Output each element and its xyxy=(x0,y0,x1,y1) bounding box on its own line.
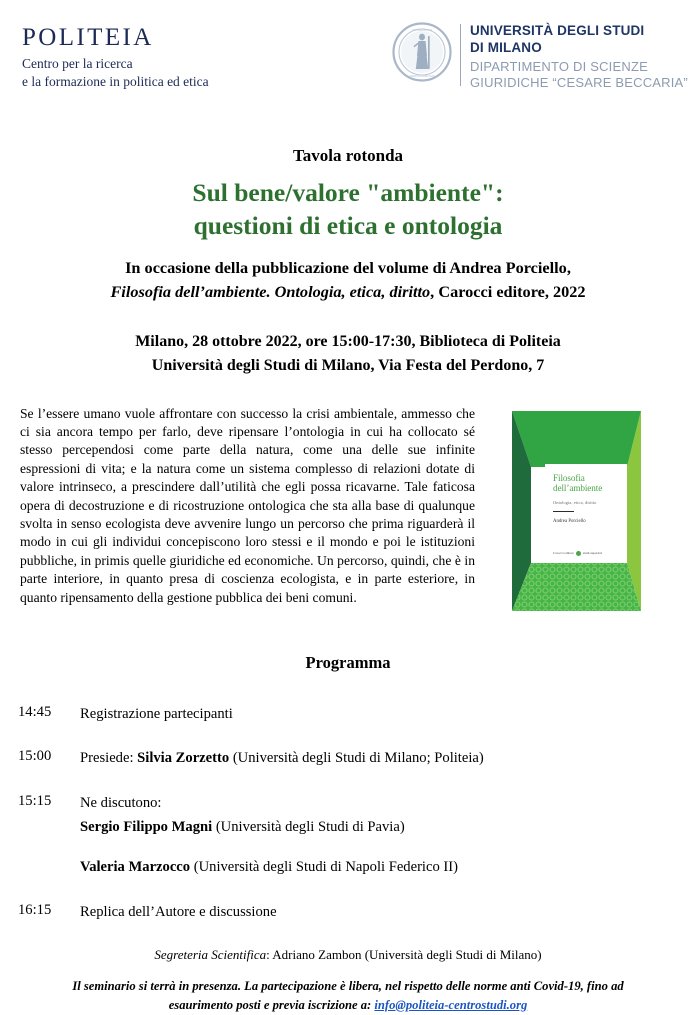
schedule-line: Ne discutono: xyxy=(80,794,162,811)
book-publisher: , Carocci editore, 2022 xyxy=(430,281,586,301)
book-cover-label xyxy=(545,464,627,563)
unimi-text-block xyxy=(470,18,688,92)
svg-text:MEDIOLANENSIS: MEDIOLANENSIS xyxy=(409,74,435,78)
book-cover-art xyxy=(500,405,653,623)
page-header xyxy=(0,0,696,108)
unimi-department xyxy=(470,59,688,92)
segreteria-contact: : Adriano Zambon (Università degli Studi di Milano) xyxy=(266,946,542,962)
schedule-description xyxy=(80,704,696,725)
abstract-text: Se l’essere umano vuole affrontare con successo la crisi ambientale, ammesso che ci sia ancora tempo per farlo, deve ripensare l’ontologia in cui ha collocato sé stesso percependosi come parte della natura, come una delle sue infinite espressioni di vita; e la natura come un sistema complesso di relazioni dotate di valore intrinseco, a prescindere dall’utilità che egli possa ricavarne. Tale faticosa opera di decostruzione e di ricostruzione ontologica che sta alla base di qualunque svolta in senso ecologista deve avvenire lungo un percorso che prima riguarderà il modo in cui gli individui concepiscono loro stessi e il mondo e poi le istituzioni pubbliche, in primis quelle giuridiche ed economiche. Un percorso, quindi, che è in parte interiore, in quanto presa di coscienza ecologista, e in parte esteriore, in quanto ripensamento della gestione pubblica dei beni comuni. xyxy=(20,405,475,605)
page-title xyxy=(0,177,696,242)
politeia-wordmark: POLITEIA xyxy=(22,24,154,51)
book-reference-line xyxy=(0,280,696,304)
speaker-name: Valeria Marzocco xyxy=(80,859,191,876)
speaker-affiliation: (Università degli Studi di Milano; Politeia) xyxy=(229,750,484,767)
schedule-row xyxy=(18,793,696,878)
venue-line2: Università degli Studi di Milano, Via Festa del Perdono, 7 xyxy=(151,356,545,374)
speaker-affiliation: (Università degli Studi di Pavia) xyxy=(212,818,405,835)
schedule-line: Registrazione partecipanti xyxy=(80,705,233,722)
svg-text:UNIVERSITAS: UNIVERSITAS xyxy=(411,28,433,32)
schedule-row xyxy=(18,748,696,769)
schedule-time: 15:15 xyxy=(18,792,52,809)
segreteria-line xyxy=(0,947,696,963)
event-venue xyxy=(0,330,696,378)
book-cover-author: Andrea Porciello xyxy=(553,518,586,524)
covid-notice xyxy=(0,977,696,1015)
politeia-tagline-line2: e la formazione in politica ed etica xyxy=(22,73,209,89)
schedule-line xyxy=(80,857,696,878)
publisher-series: studi superiori xyxy=(582,551,603,555)
book-cover-publisher xyxy=(553,551,602,556)
programma-heading: Programma xyxy=(305,652,391,672)
venue-line1: Milano, 28 ottobre 2022, ore 15:00-17:30, Biblioteca di Politeia xyxy=(135,332,561,350)
page-title-line2: questioni di etica e ontologia xyxy=(193,210,503,240)
programma-schedule xyxy=(0,704,696,923)
book-cover-title-line1: Filosofia xyxy=(553,472,585,483)
schedule-time: 15:00 xyxy=(18,748,52,765)
unimi-logo xyxy=(392,18,688,92)
carocci-dot-icon xyxy=(576,551,581,556)
unimi-title xyxy=(470,23,688,56)
politeia-logo xyxy=(22,25,209,91)
schedule-line xyxy=(80,817,696,838)
speaker-name: Sergio Filippo Magni xyxy=(80,818,213,835)
segreteria-label: Segreteria Scientifica xyxy=(154,946,267,962)
unimi-title-line2: DI MILANO xyxy=(470,39,542,55)
publisher-name: Carocci editore xyxy=(553,551,574,555)
logo-divider xyxy=(460,24,461,86)
unimi-dept-line2: GIURIDICHE “CESARE BECCARIA” xyxy=(470,75,688,91)
politeia-tagline xyxy=(22,55,209,91)
university-seal-icon xyxy=(392,22,452,82)
speaker-affiliation: (Università degli Studi di Napoli Federico II) xyxy=(190,859,458,876)
event-kicker: Tavola rotonda xyxy=(292,146,404,165)
unimi-title-line1: UNIVERSITÀ DEGLI STUDI xyxy=(470,23,645,38)
schedule-row xyxy=(18,704,696,725)
registration-email-link[interactable]: info@politeia-centrostudi.org xyxy=(374,997,528,1012)
schedule-time: 14:45 xyxy=(18,703,52,720)
book-cover-title xyxy=(553,473,602,495)
schedule-description xyxy=(80,748,696,769)
unimi-dept-line1: DIPARTIMENTO DI SCIENZE xyxy=(470,59,648,75)
book-cover-subtitle: Ontologia, etica, diritto xyxy=(553,499,597,505)
notice-line1: Il seminario si terrà in presenza. La partecipazione è libera, nel rispetto delle norme anti Covid-19, fino ad xyxy=(72,978,624,993)
book-cover xyxy=(500,405,653,623)
occasion-line: In occasione della pubblicazione del volume di Andrea Porciello, xyxy=(125,258,571,278)
book-cover-rule xyxy=(553,511,574,513)
chair-label: Presiede: xyxy=(80,750,138,767)
schedule-line: Replica dell’Autore e discussione xyxy=(80,904,277,921)
schedule-row xyxy=(18,902,696,923)
notice-line2-wrap xyxy=(26,996,670,1015)
schedule-description xyxy=(80,902,696,923)
abstract-and-cover-row xyxy=(0,405,696,627)
politeia-tagline-line1: Centro per la ricerca xyxy=(22,55,133,71)
page-title-line1: Sul bene/valore "ambiente": xyxy=(192,178,504,207)
notice-line2: esaurimento posti e previa iscrizione a: xyxy=(168,997,372,1012)
speaker-name: Silvia Zorzetto xyxy=(137,750,230,767)
book-title-italic: Filosofia dell’ambiente. Ontologia, etica, diritto xyxy=(110,281,431,301)
schedule-line xyxy=(80,748,696,769)
schedule-time: 16:15 xyxy=(18,902,52,919)
event-subtitle xyxy=(0,256,696,303)
book-cover-title-line2: dell’ambiente xyxy=(553,483,603,494)
schedule-description xyxy=(80,793,696,878)
